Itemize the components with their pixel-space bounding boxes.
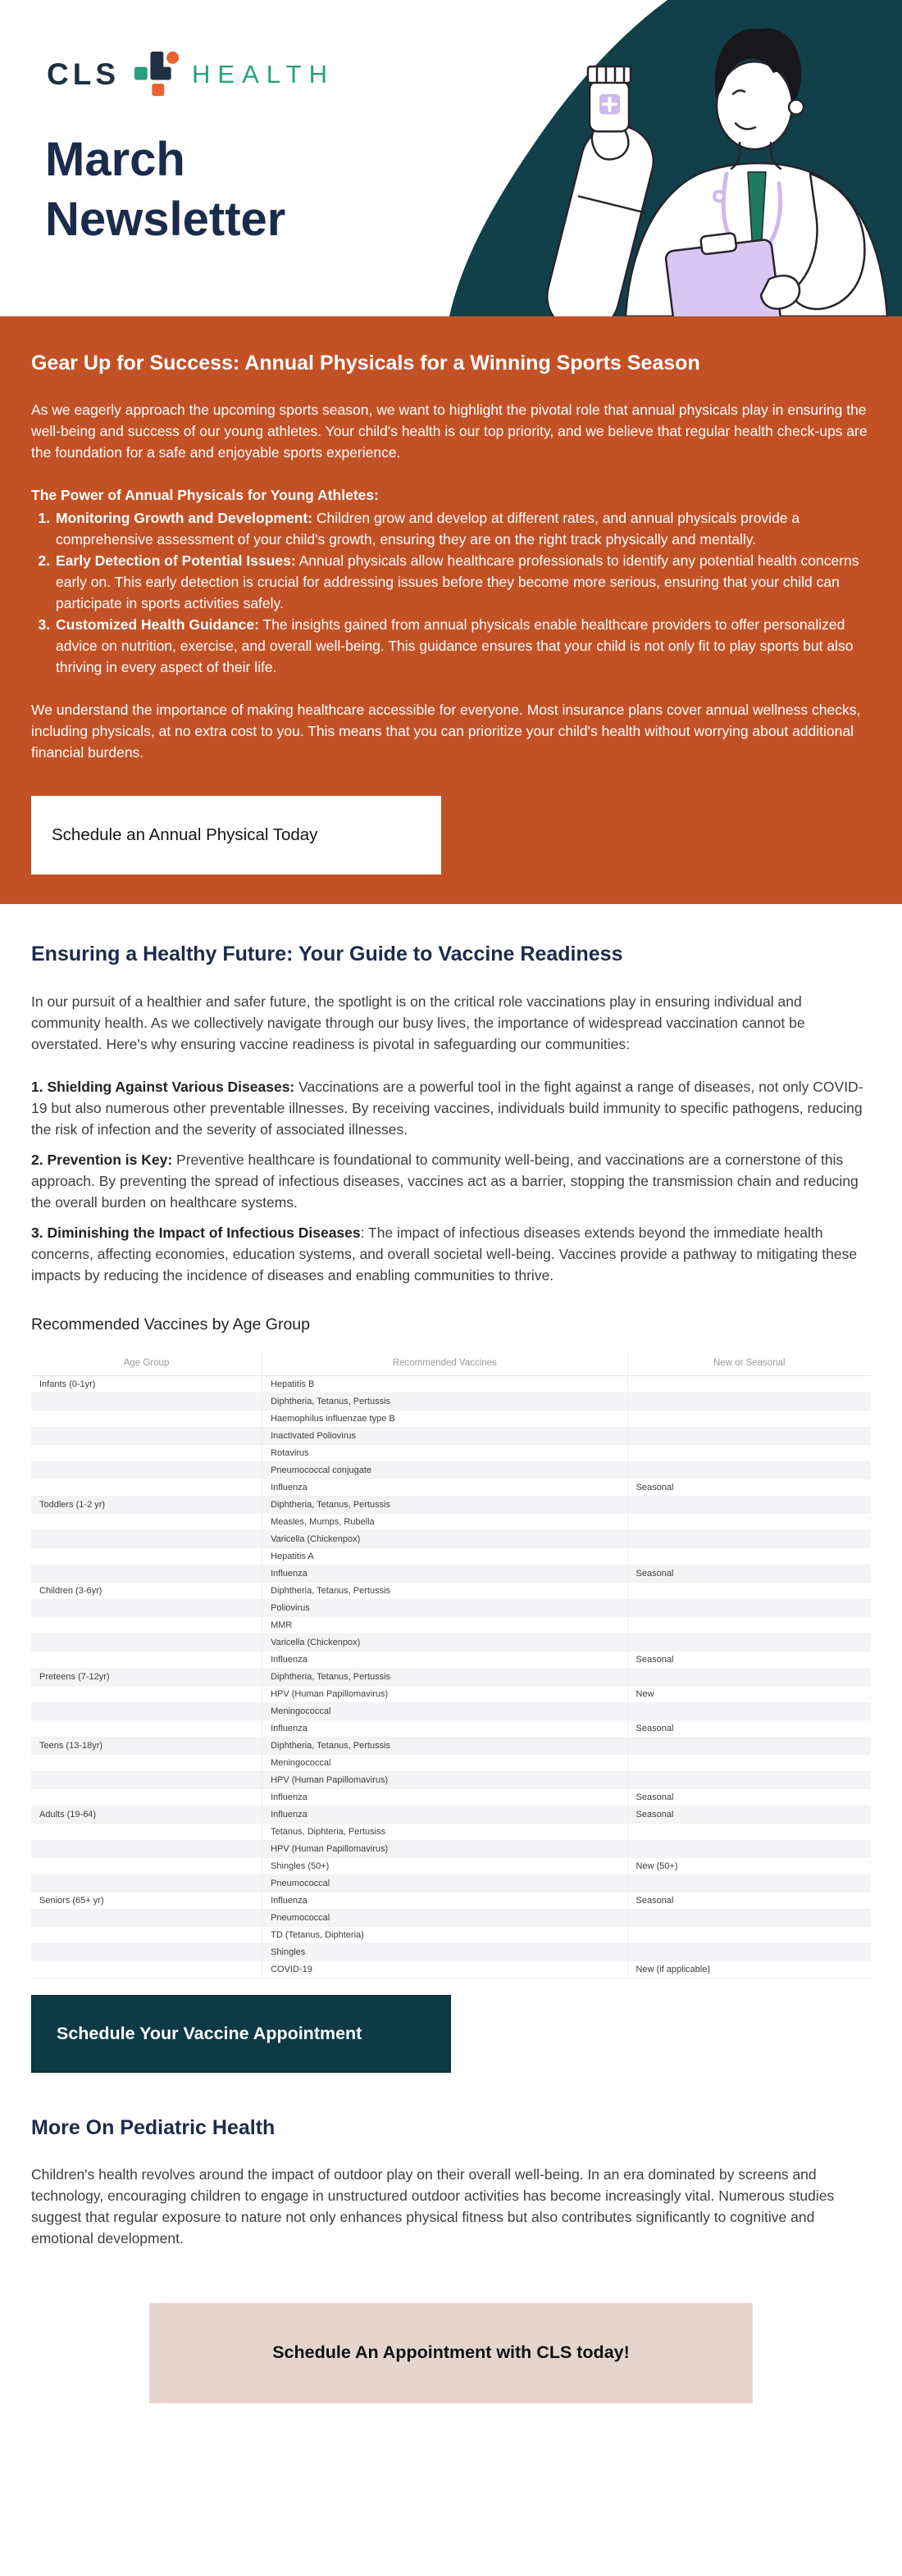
vaccine-cell: COVID-19: [262, 1960, 627, 1978]
note-cell: Seasonal: [627, 1479, 871, 1496]
pediatric-body: Children's health revolves around the impact of outdoor play on their overall well-being. In an era dominated by screens and technology, encouraging children to engage in unstructured outdoor activities has become increasingly vital. Numerous studies suggest that regular exposure to nature not only enhances physical fitness but also contributes significantly to cognitive and emotional development.: [31, 2165, 835, 2247]
newsletter-title-line1: March: [45, 133, 185, 186]
note-cell: [627, 1737, 871, 1754]
table-row: [31, 1857, 871, 1874]
vaccine-cell: Meningococcal: [262, 1702, 627, 1720]
vaccine-cell: Diphtheria, Tetanus, Pertussis: [262, 1496, 627, 1513]
vaccine-point: 3. Diminishing the Impact of Infectious Diseases: The impact of infectious diseases extends beyond the immediate health concerns, affecting economies, education systems, and overall societal well-being. Vaccines provide a pathway to mitigating these impacts by reducing the incidence of diseases and enabling communities to thrive.: [31, 1224, 858, 1283]
age-cell: [31, 1479, 262, 1496]
note-cell: New (if applicable): [627, 1960, 871, 1978]
table-header-row: [31, 1351, 871, 1376]
age-cell: [31, 1857, 262, 1874]
vaccine-cell: Hepatitis A: [262, 1547, 627, 1565]
table-row: [31, 1582, 871, 1599]
table-row: [31, 1651, 871, 1668]
table-row: [31, 1943, 871, 1960]
vaccine-cell: Influenza: [262, 1479, 627, 1496]
table-row: [31, 1668, 871, 1685]
age-cell: [31, 1960, 262, 1978]
table-header-age-group: Age Group: [31, 1351, 262, 1376]
note-cell: Seasonal: [627, 1651, 871, 1668]
vaccine-cell: Pneumococcal: [262, 1909, 627, 1926]
vaccine-cell: Influenza: [262, 1806, 627, 1823]
note-cell: Seasonal: [627, 1892, 871, 1909]
table-row: [31, 1461, 871, 1479]
table-row: [31, 1685, 871, 1702]
vaccine-cell: Influenza: [262, 1651, 627, 1668]
vaccine-table: [31, 1351, 871, 1979]
age-cell: [31, 1565, 262, 1582]
table-row: [31, 1410, 871, 1427]
vaccine-cell: Shingles (50+): [262, 1857, 627, 1874]
age-cell: [31, 1513, 262, 1530]
table-row: [31, 1737, 871, 1754]
table-row: [31, 1823, 871, 1840]
note-cell: [627, 1427, 871, 1444]
table-row: [31, 1547, 871, 1565]
note-cell: Seasonal: [627, 1788, 871, 1806]
sports-section: [0, 316, 902, 904]
table-row: [31, 1720, 871, 1737]
table-row: [31, 1444, 871, 1461]
note-cell: [627, 1392, 871, 1410]
table-row: [31, 1960, 871, 1978]
vaccine-cell: Hepatitis B: [262, 1375, 627, 1392]
pediatric-heading: More On Pediatric Health: [31, 2115, 276, 2139]
note-cell: [627, 1633, 871, 1651]
table-row: [31, 1496, 871, 1513]
age-cell: [31, 1685, 262, 1702]
medical-cross-icon: [133, 49, 179, 98]
note-cell: [627, 1840, 871, 1857]
table-row: [31, 1702, 871, 1720]
age-cell: [31, 1633, 262, 1651]
vaccine-table-title: Recommended Vaccines by Age Group: [31, 1315, 310, 1333]
sports-list-title: The Power of Annual Physicals for Young Athletes:: [31, 487, 379, 504]
sports-intro: As we eagerly approach the upcoming sports season, we want to highlight the pivotal role that annual physicals play in ensuring the well-being and success of our young athletes. Your child's health is our top priority, and we believe that regular health check-ups are the foundation for a safe and enjoyable sports experience.: [31, 402, 868, 461]
note-cell: [627, 1496, 871, 1513]
newsletter-title-line2: Newsletter: [45, 193, 286, 246]
vaccine-point: 2. Prevention is Key: Preventive healthcare is foundational to community well-being, and vaccinations are a cornerstone of this approach. By preventing the spread of infectious diseases, vaccines act as a barrier, stopping the transmission chain and reducing the overall burden on healthcare systems.: [31, 1151, 859, 1211]
vaccine-cell: Diphtheria, Tetanus, Pertussis: [262, 1737, 627, 1754]
age-cell: [31, 1427, 262, 1444]
note-cell: [627, 1461, 871, 1479]
note-cell: [627, 1513, 871, 1530]
age-cell: [31, 1547, 262, 1565]
table-header-new-or-seasonal: New or Seasonal: [627, 1351, 871, 1376]
note-cell: [627, 1375, 871, 1392]
note-cell: [627, 1771, 871, 1788]
age-cell: [31, 1909, 262, 1926]
note-cell: [627, 1909, 871, 1926]
table-row: [31, 1788, 871, 1806]
note-cell: New: [627, 1685, 871, 1702]
schedule-physical-button[interactable]: Schedule an Annual Physical Today: [31, 796, 441, 875]
table-row: [31, 1909, 871, 1926]
brand-cls-text: CLS: [47, 57, 120, 91]
table-row: [31, 1840, 871, 1857]
table-row: [31, 1427, 871, 1444]
vaccine-cell: Diphtheria, Tetanus, Pertussis: [262, 1392, 627, 1410]
note-cell: [627, 1530, 871, 1547]
vaccine-cell: Influenza: [262, 1788, 627, 1806]
note-cell: [627, 1410, 871, 1427]
sports-closing: We understand the importance of making healthcare accessible for everyone. Most insurance plans cover annual wellness checks, including physicals, at no extra cost to you. This means that you can prioritize your child's health without worrying about additional financial burdens.: [31, 702, 861, 761]
vaccine-cell: HPV (Human Papillomavirus): [262, 1840, 627, 1857]
sports-benefits-list: [31, 507, 871, 678]
vaccine-cell: Influenza: [262, 1892, 627, 1909]
table-row: [31, 1633, 871, 1651]
age-cell: Teens (13-18yr): [31, 1737, 262, 1754]
age-cell: [31, 1444, 262, 1461]
age-cell: [31, 1788, 262, 1806]
table-header-recommended-vaccines: Recommended Vaccines: [262, 1351, 627, 1376]
vaccine-cell: Influenza: [262, 1720, 627, 1737]
age-cell: [31, 1943, 262, 1960]
age-cell: [31, 1823, 262, 1840]
note-cell: Seasonal: [627, 1720, 871, 1737]
benefit-item: 1. Monitoring Growth and Development: Children grow and develop at different rates, and annual physicals provide a comprehensive assessment of your child's growth, ensuring they are on the right track physically and mentally.: [54, 507, 871, 550]
table-row: [31, 1806, 871, 1823]
age-cell: [31, 1754, 262, 1771]
age-cell: [31, 1392, 262, 1410]
note-cell: [627, 1926, 871, 1943]
age-cell: [31, 1702, 262, 1720]
vaccine-cell: HPV (Human Papillomavirus): [262, 1771, 627, 1788]
schedule-appointment-button[interactable]: Schedule An Appointment with CLS today!: [149, 2303, 753, 2403]
vaccine-cell: Meningococcal: [262, 1754, 627, 1771]
note-cell: [627, 1874, 871, 1892]
vaccine-cell: HPV (Human Papillomavirus): [262, 1685, 627, 1702]
table-row: [31, 1479, 871, 1496]
vaccine-heading: Ensuring a Healthy Future: Your Guide to Vaccine Readiness: [31, 943, 623, 966]
header: [0, 0, 902, 316]
vaccine-cell: Diphtheria, Tetanus, Pertussis: [262, 1582, 627, 1599]
sports-heading: Gear Up for Success: Annual Physicals for a Winning Sports Season: [31, 352, 700, 375]
age-cell: [31, 1599, 262, 1616]
table-row: [31, 1616, 871, 1633]
vaccine-cell: Varicella (Chickenpox): [262, 1530, 627, 1547]
vaccine-point: 1. Shielding Against Various Diseases: Vaccinations are a powerful tool in the fight against a range of diseases, not only COVID-19 but also numerous other preventable illnesses. By receiving vaccines, individuals build immunity to specific pathogens, reducing the risk of infection and the severity of associated illnesses.: [31, 1078, 863, 1138]
vaccine-cell: Poliovirus: [262, 1599, 627, 1616]
vaccine-cell: Varicella (Chickenpox): [262, 1633, 627, 1651]
age-cell: [31, 1840, 262, 1857]
table-row: [31, 1926, 871, 1943]
brand-health-text: HEALTH: [192, 59, 335, 89]
vaccine-cell: Inactivated Poliovirus: [262, 1427, 627, 1444]
newsletter-title: [45, 129, 285, 249]
vaccine-cell: Tetanus, Diphteria, Pertusiss: [262, 1823, 627, 1840]
table-row: [31, 1754, 871, 1771]
note-cell: [627, 1582, 871, 1599]
schedule-vaccine-button[interactable]: Schedule Your Vaccine Appointment: [31, 1995, 451, 2073]
vaccine-cell: Diphtheria, Tetanus, Pertussis: [262, 1668, 627, 1685]
age-cell: [31, 1651, 262, 1668]
vaccine-points: [31, 1076, 871, 1286]
table-row: [31, 1392, 871, 1410]
table-row: [31, 1771, 871, 1788]
age-cell: [31, 1720, 262, 1737]
vaccine-cell: MMR: [262, 1616, 627, 1633]
note-cell: [627, 1943, 871, 1960]
brand-logo: [47, 49, 335, 98]
vaccine-cell: Pneumococcal: [262, 1874, 627, 1892]
note-cell: [627, 1599, 871, 1616]
age-cell: Seniors (65+ yr): [31, 1892, 262, 1909]
vaccine-cell: Influenza: [262, 1565, 627, 1582]
note-cell: [627, 1444, 871, 1461]
benefit-item: 2. Early Detection of Potential Issues: Annual physicals allow healthcare professionals to identify any potential health concerns early on. This early detection is crucial for addressing issues before they become more serious, ensuring that your child can participate in sports activities safely.: [54, 550, 871, 614]
age-cell: Infants (0-1yr): [31, 1375, 262, 1392]
age-cell: Adults (19-64): [31, 1806, 262, 1823]
vaccine-cell: Pneumococcal conjugate: [262, 1461, 627, 1479]
note-cell: New (50+): [627, 1857, 871, 1874]
vaccine-cell: TD (Tetanus, Diphteria): [262, 1926, 627, 1943]
note-cell: [627, 1754, 871, 1771]
table-row: [31, 1375, 871, 1392]
benefit-item: 3. Customized Health Guidance: The insights gained from annual physicals enable healthcare providers to offer personalized advice on nutrition, exercise, and overall well-being. This guidance ensures that your child is not only fit to play sports but also thriving in every aspect of their life.: [54, 614, 871, 678]
age-cell: Toddlers (1-2 yr): [31, 1496, 262, 1513]
age-cell: Children (3-6yr): [31, 1582, 262, 1599]
age-cell: [31, 1410, 262, 1427]
age-cell: [31, 1616, 262, 1633]
age-cell: [31, 1771, 262, 1788]
table-row: [31, 1874, 871, 1892]
table-row: [31, 1599, 871, 1616]
age-cell: [31, 1530, 262, 1547]
vaccine-cell: Haemophilus influenzae type B: [262, 1410, 627, 1427]
note-cell: [627, 1547, 871, 1565]
vaccine-cell: Measles, Mumps, Rubella: [262, 1513, 627, 1530]
age-cell: [31, 1926, 262, 1943]
age-cell: [31, 1461, 262, 1479]
vaccine-section: [0, 904, 902, 2072]
table-row: [31, 1513, 871, 1530]
age-cell: Preteens (7-12yr): [31, 1668, 262, 1685]
pediatric-section: [0, 2073, 902, 2447]
table-row: [31, 1892, 871, 1909]
vaccine-cell: Shingles: [262, 1943, 627, 1960]
note-cell: Seasonal: [627, 1565, 871, 1582]
note-cell: [627, 1616, 871, 1633]
table-row: [31, 1530, 871, 1547]
note-cell: [627, 1668, 871, 1685]
doctor-illustration: [426, 0, 902, 316]
note-cell: Seasonal: [627, 1806, 871, 1823]
note-cell: [627, 1702, 871, 1720]
vaccine-intro: In our pursuit of a healthier and safer future, the spotlight is on the critical role vaccinations play in ensuring individual and community health. As we collectively navigate through our busy lives, the importance of widespread vaccination cannot be overstated. Here's why ensuring vaccine readiness is pivotal in safeguarding our communities:: [31, 993, 805, 1052]
vaccine-cell: Rotavirus: [262, 1444, 627, 1461]
age-cell: [31, 1874, 262, 1892]
note-cell: [627, 1823, 871, 1840]
table-row: [31, 1565, 871, 1582]
